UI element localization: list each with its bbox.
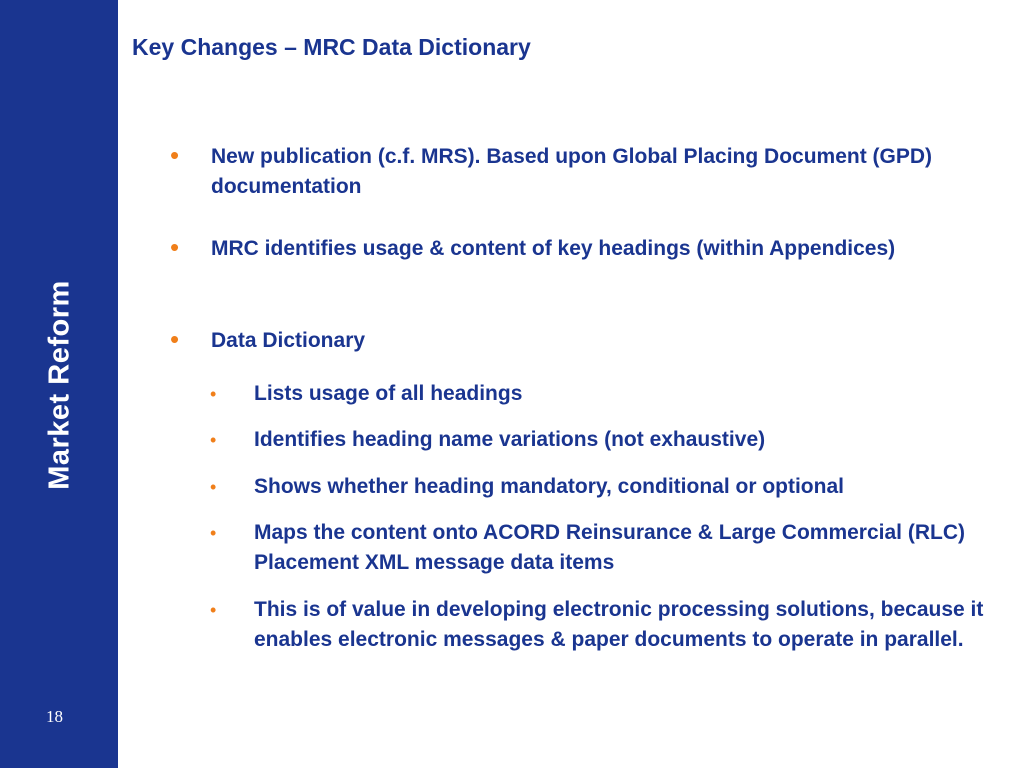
sidebar-title: Market Reform xyxy=(43,280,76,490)
sub-bullet-text: This is of value in developing electronic processing solutions, because it enables electronic messages & paper documents to operate in parallel. xyxy=(254,598,984,651)
sub-bullet-icon: • xyxy=(210,430,217,450)
sub-bullet-icon: • xyxy=(210,600,217,620)
slide-title: Key Changes – MRC Data Dictionary xyxy=(132,34,531,60)
sub-bullet-text: Identifies heading name variations (not exhaustive) xyxy=(254,428,766,451)
sidebar xyxy=(0,0,118,768)
bullet-text: Data Dictionary xyxy=(211,329,366,352)
sub-bullet-icon: • xyxy=(210,523,217,543)
bullet-text: New publication (c.f. MRS). Based upon Global Placing Document (GPD) documentation xyxy=(211,145,933,198)
bullet-icon: • xyxy=(170,324,180,354)
bullet-text: MRC identifies usage & content of key headings (within Appendices) xyxy=(211,237,896,260)
page-number: 18 xyxy=(46,707,63,726)
bullet-icon: • xyxy=(170,140,180,170)
sub-bullet-icon: • xyxy=(210,477,217,497)
sub-bullet-text: Lists usage of all headings xyxy=(254,382,523,405)
bullet-icon: • xyxy=(170,232,180,262)
sub-bullet-icon: • xyxy=(210,384,217,404)
sub-bullet-text: Maps the content onto ACORD Reinsurance & Large Commercial (RLC) Placement XML message data items xyxy=(254,521,965,574)
sub-bullet-text: Shows whether heading mandatory, conditional or optional xyxy=(254,475,844,498)
